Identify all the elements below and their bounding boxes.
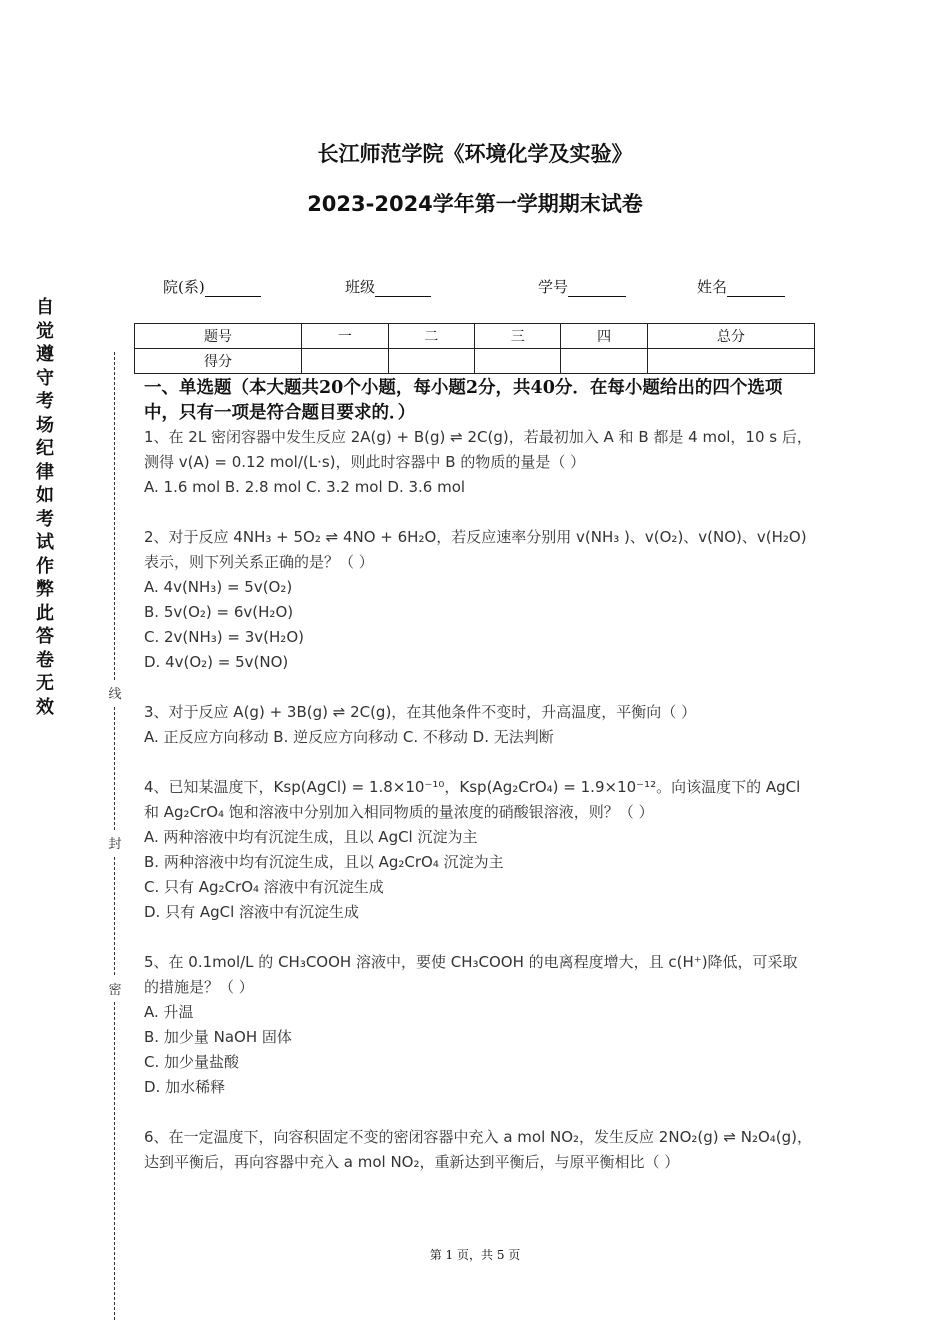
question-item	[144, 425, 812, 500]
score-table	[134, 323, 815, 374]
student-id-field[interactable]	[538, 276, 626, 297]
question-option[interactable]: A. 1.6 mol B. 2.8 mol C. 3.2 mol D. 3.6 mol	[144, 478, 466, 496]
score-table-score-row	[135, 349, 815, 374]
question-option[interactable]: A. 正反应方向移动 B. 逆反应方向移动 C. 不移动 D. 无法判断	[144, 728, 554, 746]
seal-mark-seal: 封	[107, 830, 123, 855]
score-header-cell: 三	[474, 324, 560, 349]
score-header-cell: 题号	[135, 324, 302, 349]
student-info-row	[0, 276, 950, 300]
score-cell[interactable]	[474, 349, 560, 374]
question-option[interactable]: C. 2v(NH₃) = 3v(H₂O)	[144, 628, 304, 646]
class-blank[interactable]	[375, 280, 431, 297]
question-item	[144, 1125, 812, 1175]
question-item	[144, 950, 812, 1100]
question-option[interactable]: B. 5v(O₂) = 6v(H₂O)	[144, 603, 294, 621]
question-stem: 5、在 0.1mol/L 的 CH₃COOH 溶液中，要使 CH₃COOH 的电离程度增大，且 c(H⁺)降低，可采取的措施是？（ ）	[144, 953, 798, 996]
question-option[interactable]: C. 加少量盐酸	[144, 1053, 240, 1071]
score-header-cell: 总分	[647, 324, 814, 349]
score-cell[interactable]	[647, 349, 814, 374]
seal-mark-line: 线	[107, 680, 123, 705]
question-list	[144, 425, 812, 1200]
question-option[interactable]: B. 加少量 NaOH 固体	[144, 1028, 292, 1046]
question-option[interactable]: A. 两种溶液中均有沉淀生成，且以 AgCl 沉淀为主	[144, 828, 478, 846]
page-footer: 第 1 页，共 5 页	[429, 1248, 521, 1262]
question-item	[144, 525, 812, 675]
class-label: 班级	[345, 278, 376, 296]
student-id-label: 学号	[538, 278, 569, 296]
score-cell[interactable]	[302, 349, 388, 374]
score-header-cell: 二	[388, 324, 474, 349]
question-stem: 1、在 2L 密闭容器中发生反应 2A(g) + B(g) ⇌ 2C(g)，若最初加入 A 和 B 都是 4 mol，10 s 后，测得 v(A) = 0.12 mol/(L·s)，则此时容器中 B 的物质的量是（ ）	[144, 428, 812, 471]
name-field[interactable]	[697, 276, 785, 297]
exam-title-line1: 长江师范学院《环境化学及实验》	[317, 142, 633, 166]
exam-title-line2: 2023-2024学年第一学期期末试卷	[307, 192, 643, 216]
exam-discipline-note: 自觉遵守考场纪律如考试作弊此答卷无效	[36, 297, 54, 718]
question-option[interactable]: D. 4v(O₂) = 5v(NO)	[144, 653, 289, 671]
question-option[interactable]: B. 两种溶液中均有沉淀生成，且以 Ag₂CrO₄ 沉淀为主	[144, 853, 504, 871]
name-blank[interactable]	[727, 280, 785, 297]
class-field[interactable]	[345, 276, 431, 297]
question-option[interactable]: A. 4v(NH₃) = 5v(O₂)	[144, 578, 293, 596]
score-table-header-row	[135, 324, 815, 349]
question-stem: 6、在一定温度下，向容积固定不变的密闭容器中充入 a mol NO₂，发生反应 2NO₂(g) ⇌ N₂O₄(g)，达到平衡后，再向容器中充入 a mol NO₂，重新达到平衡后，与原平衡相比（ ）	[144, 1128, 813, 1171]
section-heading: 一、单选题（本大题共20个小题，每小题2分，共40分．在每小题给出的四个选项中，只有一项是符合题目要求的．）	[144, 378, 783, 423]
score-header-cell: 一	[302, 324, 388, 349]
question-stem: 4、已知某温度下，Ksp(AgCl) = 1.8×10⁻¹⁰，Ksp(Ag₂CrO₄) = 1.9×10⁻¹²。向该温度下的 AgCl 和 Ag₂CrO₄ 饱和溶液中分别加入相同物质的量浓度的硝酸银溶液，则？（ ）	[144, 778, 801, 821]
score-row-label: 得分	[135, 349, 302, 374]
student-id-blank[interactable]	[568, 280, 626, 297]
question-stem: 3、对于反应 A(g) + 3B(g) ⇌ 2C(g)，在其他条件不变时，升高温度，平衡向（ ）	[144, 703, 697, 721]
score-header-cell: 四	[561, 324, 647, 349]
score-cell[interactable]	[388, 349, 474, 374]
question-item	[144, 775, 812, 925]
question-stem: 2、对于反应 4NH₃ + 5O₂ ⇌ 4NO + 6H₂O，若反应速率分别用 v(NH₃ )、v(O₂)、v(NO)、v(H₂O)表示，则下列关系正确的是？（ ）	[144, 528, 807, 571]
question-option[interactable]: D. 只有 AgCl 溶液中有沉淀生成	[144, 903, 360, 921]
name-label: 姓名	[697, 278, 728, 296]
question-option[interactable]: A. 升温	[144, 1003, 194, 1021]
score-cell[interactable]	[561, 349, 647, 374]
department-field[interactable]	[163, 276, 261, 297]
department-label: 院(系)	[163, 278, 205, 296]
department-blank[interactable]	[205, 280, 261, 297]
seal-mark-secret: 密	[107, 976, 123, 1001]
question-option[interactable]: C. 只有 Ag₂CrO₄ 溶液中有沉淀生成	[144, 878, 384, 896]
question-item	[144, 700, 812, 750]
question-option[interactable]: D. 加水稀释	[144, 1078, 226, 1096]
